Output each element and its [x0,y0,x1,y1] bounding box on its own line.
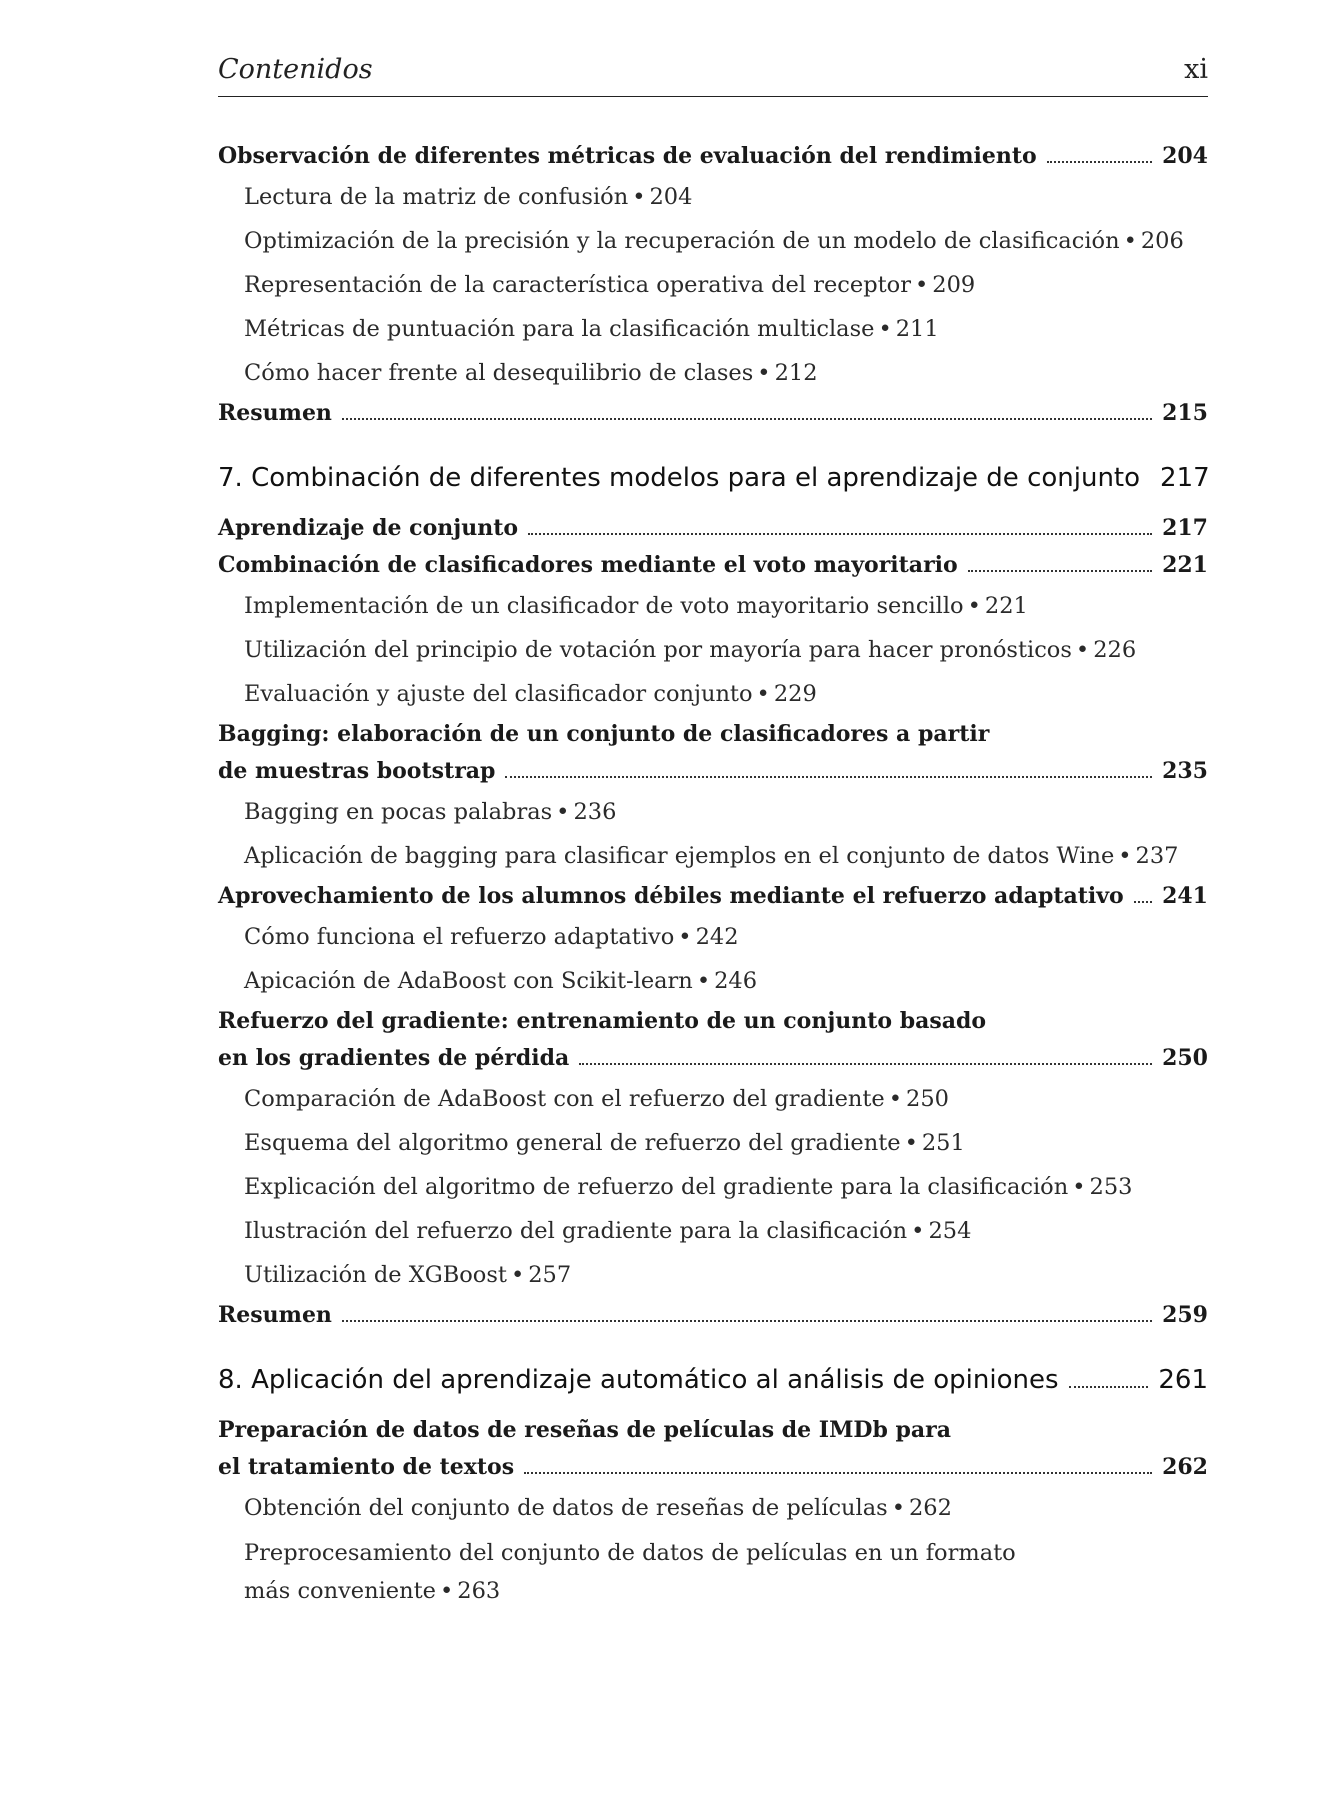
toc-chapter-title: 8. Aplicación del aprendizaje automático al análisis de opiniones [218,1365,1059,1395]
dot-leader [342,1320,1152,1322]
toc-entry-title-line2: el tratamiento de textos [218,1454,515,1480]
toc-entry-title: Obtención del conjunto de datos de reseñas de películas [244,1495,888,1521]
toc-subsection-entry[interactable] [218,307,1208,351]
toc-subsection-entry[interactable] [218,219,1208,263]
bullet-separator: • [556,799,570,825]
bullet-separator: • [510,1262,525,1288]
toc-entry-title: Resumen [218,400,332,426]
bullet-separator: • [914,272,929,298]
toc-entry-page: 236 [573,799,617,825]
toc-subsection-entry[interactable] [218,263,1208,307]
toc-entry-title: Métricas de puntuación para la clasificación multiclase [244,316,875,342]
toc-entry-title-line1: Bagging: elaboración de un conjunto de clasificadores a partir [218,721,990,747]
page-number: xi [1184,54,1208,85]
toc-subsection-entry[interactable] [218,1165,1208,1209]
bullet-separator: • [696,968,711,994]
toc-entry-page: 212 [774,360,818,386]
bullet-separator: • [632,184,646,210]
toc-entry-title: Ilustración del refuerzo del gradiente para la clasificación [244,1218,908,1244]
toc-subsection-entry[interactable] [218,672,1208,716]
toc-subsection-entry[interactable] [218,915,1208,959]
toc-entry-page: 250 [1162,1045,1208,1071]
toc-subsection-entry[interactable] [218,1209,1208,1253]
toc-entry-page: 226 [1093,637,1137,663]
bullet-separator: • [757,360,771,386]
toc-entry-page: 217 [1162,515,1208,541]
toc-entry-title: Aprovechamiento de los alumnos débiles mediante el refuerzo adaptativo [218,883,1124,909]
bullet-separator: • [1072,1174,1086,1200]
bullet-separator: • [1123,228,1137,254]
toc-subsection-entry-multiline[interactable] [218,1530,1208,1612]
book-page [218,0,1208,1810]
bullet-separator: • [1118,843,1132,869]
toc-entry-page: 211 [895,316,939,342]
toc-entry-title-line2: más conveniente [244,1578,436,1604]
toc-section-entry[interactable] [218,510,1208,547]
toc-entry-page: 263 [457,1578,501,1604]
toc-entry-page: 221 [984,593,1028,619]
bullet-separator: • [678,924,692,950]
toc-section-entry-multiline[interactable] [218,1412,1208,1486]
toc-subsection-entry[interactable] [218,1121,1208,1165]
toc-subsection-entry[interactable] [218,1077,1208,1121]
toc-subsection-entry[interactable] [218,959,1208,1003]
toc-entry-page: 250 [906,1086,949,1112]
toc-entry-title: Evaluación y ajuste del clasificador conjunto [244,681,753,707]
toc-entry-title: Utilización de XGBoost [244,1262,507,1288]
toc-entry-title: Optimización de la precisión y la recuperación de un modelo de clasificación [244,228,1120,254]
toc-entry-page: 259 [1162,1302,1208,1328]
toc-entry-page: 262 [908,1495,952,1521]
toc-entry-page: 204 [649,184,693,210]
toc-entry-page: 221 [1162,552,1208,578]
dot-leader [528,533,1152,535]
bullet-separator: • [904,1130,918,1156]
toc-entry-page: 254 [928,1218,972,1244]
bullet-separator: • [967,593,981,619]
toc-subsection-entry[interactable] [218,1486,1208,1530]
toc-section-entry[interactable] [218,395,1208,432]
toc-entry-title: Bagging en pocas palabras [244,799,553,825]
toc-section-entry[interactable] [218,878,1208,915]
toc-entry-page: 262 [1162,1454,1208,1480]
running-header-title: Contenidos [218,54,373,85]
toc-entry-title: Observación de diferentes métricas de evaluación del rendimiento [218,143,1037,169]
toc-entry-page: 235 [1162,758,1208,784]
dot-leader [579,1063,1152,1065]
toc-entry-page: 246 [714,968,758,994]
toc-entry-page: 209 [932,272,976,298]
toc-entry-title: Cómo hacer frente al desequilibrio de clases [244,360,754,386]
toc-entry-page: 242 [695,924,739,950]
toc-entry-page: 237 [1135,843,1179,869]
toc-entry-title: Lectura de la matriz de confusión [244,184,629,210]
toc-entry-title: Aplicación de bagging para clasificar ejemplos en el conjunto de datos Wine [244,843,1115,869]
toc-section-entry[interactable] [218,138,1208,175]
dot-leader [1069,1386,1149,1388]
toc-subsection-entry[interactable] [218,1253,1208,1297]
toc-entry-page: 251 [921,1130,965,1156]
toc-entry-page: 257 [528,1262,572,1288]
dot-leader [1047,161,1152,163]
toc-section-entry-multiline[interactable] [218,716,1208,790]
dot-leader [342,418,1152,420]
bullet-separator: • [878,316,892,342]
toc-entry-page: 229 [773,681,817,707]
toc-entry-title: Implementación de un clasificador de voto mayoritario sencillo [244,593,964,619]
toc-entry-title: Apicación de AdaBoost con Scikit-learn [244,968,693,994]
bullet-separator: • [911,1218,925,1244]
toc-entry-title: Esquema del algoritmo general de refuerzo del gradiente [244,1130,901,1156]
toc-subsection-entry[interactable] [218,628,1208,672]
running-header [218,52,1208,97]
toc-entry-title-line2: de muestras bootstrap [218,758,496,784]
bullet-separator: • [888,1086,903,1112]
toc-entry-page: 253 [1089,1174,1133,1200]
table-of-contents [218,138,1208,1612]
toc-entry-title: Comparación de AdaBoost con el refuerzo del gradiente [244,1086,885,1112]
toc-subsection-entry[interactable] [218,351,1208,395]
bullet-separator: • [439,1578,454,1604]
toc-entry-title-line1: Preprocesamiento del conjunto de datos de películas en un formato [244,1540,1016,1566]
toc-section-entry[interactable] [218,1297,1208,1334]
toc-entry-title: Resumen [218,1302,332,1328]
toc-chapter-entry[interactable] [218,458,1208,498]
toc-subsection-entry[interactable] [218,584,1208,628]
toc-chapter-title: 7. Combinación de diferentes modelos para el aprendizaje de conjunto [218,463,1141,493]
toc-chapter-entry[interactable] [218,1360,1208,1400]
toc-entry-page: 206 [1140,228,1184,254]
toc-entry-title: Aprendizaje de conjunto [218,515,519,541]
toc-chapter-page: 217 [1160,463,1210,493]
toc-section-entry-multiline[interactable] [218,1003,1208,1077]
toc-entry-page: 215 [1162,400,1208,426]
toc-subsection-entry[interactable] [218,175,1208,219]
toc-subsection-entry[interactable] [218,834,1208,878]
toc-entry-title-line1: Refuerzo del gradiente: entrenamiento de un conjunto basado [218,1008,987,1034]
dot-leader [505,776,1152,778]
toc-entry-title-line1: Preparación de datos de reseñas de películas de IMDb para [218,1417,952,1443]
dot-leader [524,1472,1152,1474]
toc-entry-title: Cómo funciona el refuerzo adaptativo [244,924,675,950]
bullet-separator: • [1075,637,1090,663]
toc-entry-title: Representación de la característica operativa del receptor [244,272,911,298]
toc-entry-title: Combinación de clasificadores mediante el voto mayoritario [218,552,958,578]
toc-chapter-page: 261 [1158,1365,1208,1395]
toc-subsection-entry[interactable] [218,790,1208,834]
bullet-separator: • [756,681,770,707]
dot-leader [1134,901,1152,903]
dot-leader [968,570,1152,572]
toc-entry-title: Utilización del principio de votación por mayoría para hacer pronósticos [244,637,1072,663]
toc-entry-title: Explicación del algoritmo de refuerzo del gradiente para la clasificación [244,1174,1069,1200]
toc-entry-page: 241 [1162,883,1208,909]
toc-entry-page: 204 [1162,143,1208,169]
bullet-separator: • [891,1495,905,1521]
toc-section-entry[interactable] [218,547,1208,584]
toc-entry-title-line2: en los gradientes de pérdida [218,1045,570,1071]
